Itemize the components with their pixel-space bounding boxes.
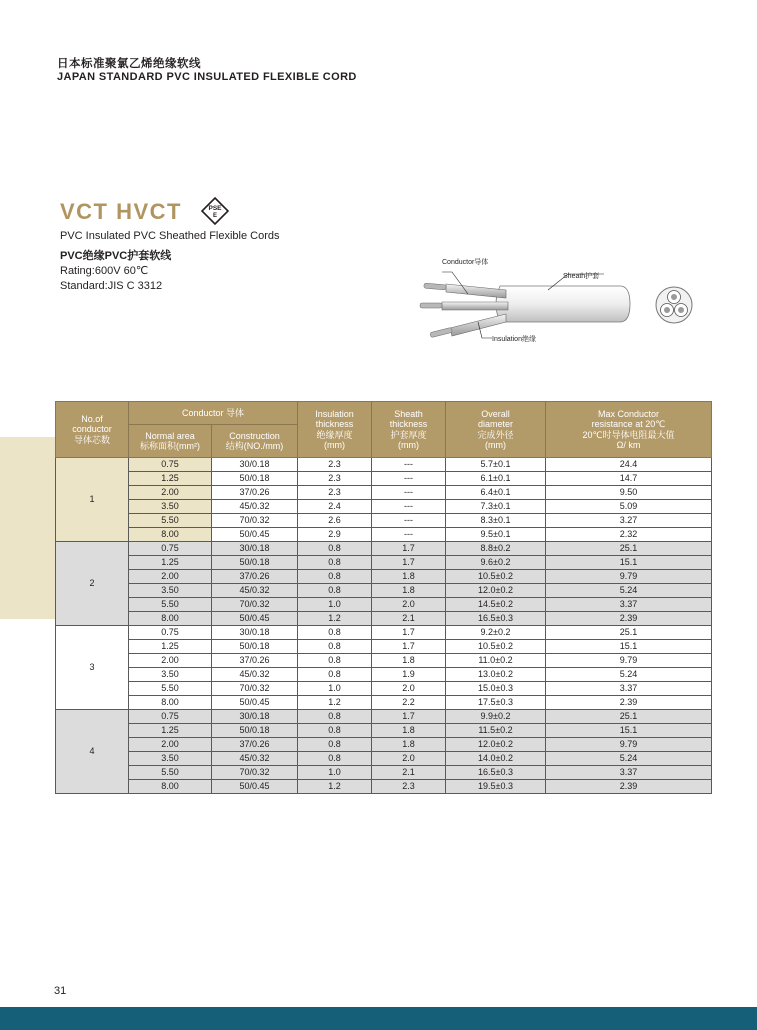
svg-text:E: E <box>212 213 218 219</box>
table-row <box>56 696 712 710</box>
insulated-core-2 <box>442 302 508 310</box>
overall-diameter-cell: 11.5±0.2 <box>446 724 546 738</box>
construction-cell: 50/0.18 <box>212 472 298 486</box>
construction-cell: 45/0.32 <box>212 752 298 766</box>
pse-certification-icon <box>201 197 229 225</box>
sheath-cell: 2.3 <box>372 780 446 794</box>
normal-area-cell: 1.25 <box>129 472 212 486</box>
insulation-cell: 1.0 <box>298 598 372 612</box>
resistance-cell: 2.32 <box>546 528 712 542</box>
overall-diameter-cell: 17.5±0.3 <box>446 696 546 710</box>
page-title-cn: 日本标准聚氯乙烯绝缘软线 <box>57 58 201 70</box>
normal-area-cell: 0.75 <box>129 458 212 472</box>
sheath-cell: 1.8 <box>372 738 446 752</box>
header-sheath: Sheath thickness 护套厚度 (mm) <box>372 402 446 458</box>
construction-cell: 50/0.18 <box>212 556 298 570</box>
resistance-cell: 3.27 <box>546 514 712 528</box>
table-row <box>56 570 712 584</box>
insulation-cell: 0.8 <box>298 738 372 752</box>
insulation-cell: 2.3 <box>298 486 372 500</box>
table-row <box>56 710 712 724</box>
table-row <box>56 752 712 766</box>
normal-area-cell: 8.00 <box>129 696 212 710</box>
sheath-cell: 1.8 <box>372 654 446 668</box>
insulation-cell: 1.2 <box>298 612 372 626</box>
table-row <box>56 640 712 654</box>
table-row <box>56 780 712 794</box>
table-row <box>56 458 712 472</box>
sheath-cell: 1.8 <box>372 570 446 584</box>
normal-area-cell: 3.50 <box>129 584 212 598</box>
resistance-cell: 5.24 <box>546 752 712 766</box>
construction-cell: 50/0.45 <box>212 528 298 542</box>
spec-table-body <box>56 458 712 794</box>
header-cores: No.of conductor 导体芯数 <box>56 402 129 458</box>
normal-area-cell: 2.00 <box>129 486 212 500</box>
table-row <box>56 500 712 514</box>
overall-diameter-cell: 9.9±0.2 <box>446 710 546 724</box>
footer-bar <box>0 1007 757 1030</box>
resistance-cell: 5.09 <box>546 500 712 514</box>
resistance-cell: 3.37 <box>546 682 712 696</box>
normal-area-cell: 0.75 <box>129 542 212 556</box>
sheath-cell: --- <box>372 472 446 486</box>
table-row <box>56 542 712 556</box>
overall-diameter-cell: 7.3±0.1 <box>446 500 546 514</box>
construction-cell: 50/0.18 <box>212 724 298 738</box>
table-row <box>56 626 712 640</box>
resistance-cell: 15.1 <box>546 640 712 654</box>
insulation-cell: 2.4 <box>298 500 372 514</box>
table-row <box>56 682 712 696</box>
sheath-cell: 1.7 <box>372 626 446 640</box>
product-description-en: PVC Insulated PVC Sheathed Flexible Cords <box>60 230 280 242</box>
overall-diameter-cell: 14.0±0.2 <box>446 752 546 766</box>
overall-diameter-cell: 5.7±0.1 <box>446 458 546 472</box>
table-row <box>56 528 712 542</box>
sheath-cell: 1.7 <box>372 640 446 654</box>
resistance-cell: 25.1 <box>546 710 712 724</box>
cores-cell: 2 <box>56 542 129 626</box>
sheath-cell: 2.0 <box>372 682 446 696</box>
resistance-cell: 5.24 <box>546 668 712 682</box>
construction-cell: 45/0.32 <box>212 668 298 682</box>
normal-area-cell: 3.50 <box>129 752 212 766</box>
overall-diameter-cell: 8.8±0.2 <box>446 542 546 556</box>
normal-area-cell: 8.00 <box>129 612 212 626</box>
resistance-cell: 3.37 <box>546 766 712 780</box>
overall-diameter-cell: 8.3±0.1 <box>446 514 546 528</box>
product-standard: Standard:JIS C 3312 <box>60 280 163 292</box>
resistance-cell: 9.79 <box>546 654 712 668</box>
insulation-cell: 0.8 <box>298 640 372 654</box>
normal-area-cell: 5.50 <box>129 598 212 612</box>
table-row <box>56 668 712 682</box>
sheath-cell: 1.7 <box>372 556 446 570</box>
resistance-cell: 15.1 <box>546 556 712 570</box>
product-rating: Rating:600V 60℃ <box>60 265 149 277</box>
normal-area-cell: 1.25 <box>129 556 212 570</box>
overall-diameter-cell: 9.2±0.2 <box>446 626 546 640</box>
construction-cell: 70/0.32 <box>212 766 298 780</box>
insulated-core-1 <box>446 284 506 298</box>
construction-cell: 70/0.32 <box>212 514 298 528</box>
overall-diameter-cell: 14.5±0.2 <box>446 598 546 612</box>
construction-cell: 70/0.32 <box>212 598 298 612</box>
header-construction: Construction 结构(NO./mm) <box>212 425 298 458</box>
construction-cell: 37/0.26 <box>212 486 298 500</box>
normal-area-cell: 3.50 <box>129 668 212 682</box>
normal-area-cell: 2.00 <box>129 738 212 752</box>
product-model: VCT HVCT <box>60 199 182 224</box>
overall-diameter-cell: 16.5±0.3 <box>446 612 546 626</box>
insulated-core-3 <box>450 314 506 336</box>
overall-diameter-cell: 9.6±0.2 <box>446 556 546 570</box>
insulation-cell: 1.0 <box>298 766 372 780</box>
construction-cell: 37/0.26 <box>212 570 298 584</box>
sheath-shape <box>496 286 630 322</box>
sheath-cell: --- <box>372 500 446 514</box>
resistance-cell: 14.7 <box>546 472 712 486</box>
overall-diameter-cell: 16.5±0.3 <box>446 766 546 780</box>
insulation-cell: 1.0 <box>298 682 372 696</box>
construction-cell: 30/0.18 <box>212 710 298 724</box>
normal-area-cell: 8.00 <box>129 528 212 542</box>
cores-cell: 4 <box>56 710 129 794</box>
normal-area-cell: 5.50 <box>129 514 212 528</box>
sheath-cell: --- <box>372 486 446 500</box>
insulation-cell: 0.8 <box>298 570 372 584</box>
resistance-cell: 25.1 <box>546 626 712 640</box>
page-number: 31 <box>54 985 67 997</box>
normal-area-cell: 5.50 <box>129 766 212 780</box>
resistance-cell: 9.79 <box>546 738 712 752</box>
sheath-cell: --- <box>372 514 446 528</box>
insulation-cell: 2.6 <box>298 514 372 528</box>
overall-diameter-cell: 13.0±0.2 <box>446 668 546 682</box>
sheath-cell: 1.9 <box>372 668 446 682</box>
overall-diameter-cell: 6.1±0.1 <box>446 472 546 486</box>
spec-table <box>55 401 712 794</box>
sheath-cell: 1.7 <box>372 542 446 556</box>
construction-cell: 37/0.26 <box>212 738 298 752</box>
table-row <box>56 472 712 486</box>
normal-area-cell: 8.00 <box>129 780 212 794</box>
table-row <box>56 738 712 752</box>
normal-area-cell: 2.00 <box>129 570 212 584</box>
overall-diameter-cell: 9.5±0.1 <box>446 528 546 542</box>
insulation-cell: 0.8 <box>298 556 372 570</box>
overall-diameter-cell: 6.4±0.1 <box>446 486 546 500</box>
sheath-cell: 2.1 <box>372 612 446 626</box>
construction-cell: 50/0.45 <box>212 612 298 626</box>
cores-cell: 1 <box>56 458 129 542</box>
sheath-cell: 1.7 <box>372 710 446 724</box>
table-row <box>56 584 712 598</box>
normal-area-cell: 2.00 <box>129 654 212 668</box>
sheath-cell: 1.8 <box>372 724 446 738</box>
construction-cell: 50/0.45 <box>212 780 298 794</box>
insulation-cell: 0.8 <box>298 752 372 766</box>
header-overall-diameter: Overall diameter 完成外径 (mm) <box>446 402 546 458</box>
insulation-cell: 0.8 <box>298 710 372 724</box>
overall-diameter-cell: 11.0±0.2 <box>446 654 546 668</box>
conductor-label: Conductor导体 <box>442 259 489 266</box>
sheath-cell: 2.0 <box>372 752 446 766</box>
table-row <box>56 612 712 626</box>
insulation-cell: 0.8 <box>298 626 372 640</box>
construction-cell: 70/0.32 <box>212 682 298 696</box>
header-normal-area: Normal area 标称面积(mm²) <box>129 425 212 458</box>
resistance-cell: 5.24 <box>546 584 712 598</box>
sheath-cell: 2.0 <box>372 598 446 612</box>
insulation-cell: 1.2 <box>298 696 372 710</box>
overall-diameter-cell: 12.0±0.2 <box>446 584 546 598</box>
resistance-cell: 2.39 <box>546 612 712 626</box>
insulation-cell: 0.8 <box>298 668 372 682</box>
insulation-cell: 0.8 <box>298 542 372 556</box>
construction-cell: 45/0.32 <box>212 584 298 598</box>
resistance-cell: 24.4 <box>546 458 712 472</box>
page-title-en: JAPAN STANDARD PVC INSULATED FLEXIBLE CORD <box>57 71 357 83</box>
resistance-cell: 9.50 <box>546 486 712 500</box>
pse-mark-text: PSE <box>208 205 222 212</box>
product-description-cn: PVC绝缘PVC护套软线 <box>60 250 172 262</box>
insulation-cell: 2.9 <box>298 528 372 542</box>
insulation-cell: 2.3 <box>298 472 372 486</box>
normal-area-cell: 1.25 <box>129 640 212 654</box>
overall-diameter-cell: 10.5±0.2 <box>446 640 546 654</box>
header-insulation: Insulation thickness 绝缘厚度 (mm) <box>298 402 372 458</box>
sheath-cell: 1.8 <box>372 584 446 598</box>
insulation-cell: 0.8 <box>298 584 372 598</box>
resistance-cell: 15.1 <box>546 724 712 738</box>
normal-area-cell: 3.50 <box>129 500 212 514</box>
resistance-cell: 3.37 <box>546 598 712 612</box>
sheath-cell: --- <box>372 528 446 542</box>
insulation-cell: 0.8 <box>298 654 372 668</box>
construction-cell: 45/0.32 <box>212 500 298 514</box>
sheath-label: Sheath护套 <box>563 273 600 280</box>
construction-cell: 30/0.18 <box>212 458 298 472</box>
header-resistance: Max Conductor resistance at 20℃ 20℃时导体电阻最大值 Ω/ km <box>546 402 712 458</box>
table-row <box>56 766 712 780</box>
table-row <box>56 486 712 500</box>
resistance-cell: 9.79 <box>546 570 712 584</box>
resistance-cell: 25.1 <box>546 542 712 556</box>
normal-area-cell: 1.25 <box>129 724 212 738</box>
cores-cell: 3 <box>56 626 129 710</box>
construction-cell: 37/0.26 <box>212 654 298 668</box>
overall-diameter-cell: 12.0±0.2 <box>446 738 546 752</box>
table-row <box>56 654 712 668</box>
sheath-cell: 2.1 <box>372 766 446 780</box>
overall-diameter-cell: 10.5±0.2 <box>446 570 546 584</box>
header-conductor: Conductor 导体 <box>129 402 298 425</box>
table-row <box>56 724 712 738</box>
normal-area-cell: 0.75 <box>129 626 212 640</box>
table-row <box>56 598 712 612</box>
resistance-cell: 2.39 <box>546 780 712 794</box>
construction-cell: 30/0.18 <box>212 542 298 556</box>
insulation-cell: 1.2 <box>298 780 372 794</box>
normal-area-cell: 5.50 <box>129 682 212 696</box>
overall-diameter-cell: 19.5±0.3 <box>446 780 546 794</box>
table-row <box>56 556 712 570</box>
sheath-cell: --- <box>372 458 446 472</box>
construction-cell: 50/0.45 <box>212 696 298 710</box>
resistance-cell: 2.39 <box>546 696 712 710</box>
construction-cell: 30/0.18 <box>212 626 298 640</box>
sheath-cell: 2.2 <box>372 696 446 710</box>
cable-structure-diagram <box>408 250 698 350</box>
insulation-label: Insulation绝缘 <box>492 336 536 343</box>
normal-area-cell: 0.75 <box>129 710 212 724</box>
insulation-cell: 0.8 <box>298 724 372 738</box>
overall-diameter-cell: 15.0±0.3 <box>446 682 546 696</box>
insulation-cell: 2.3 <box>298 458 372 472</box>
construction-cell: 50/0.18 <box>212 640 298 654</box>
table-row <box>56 514 712 528</box>
